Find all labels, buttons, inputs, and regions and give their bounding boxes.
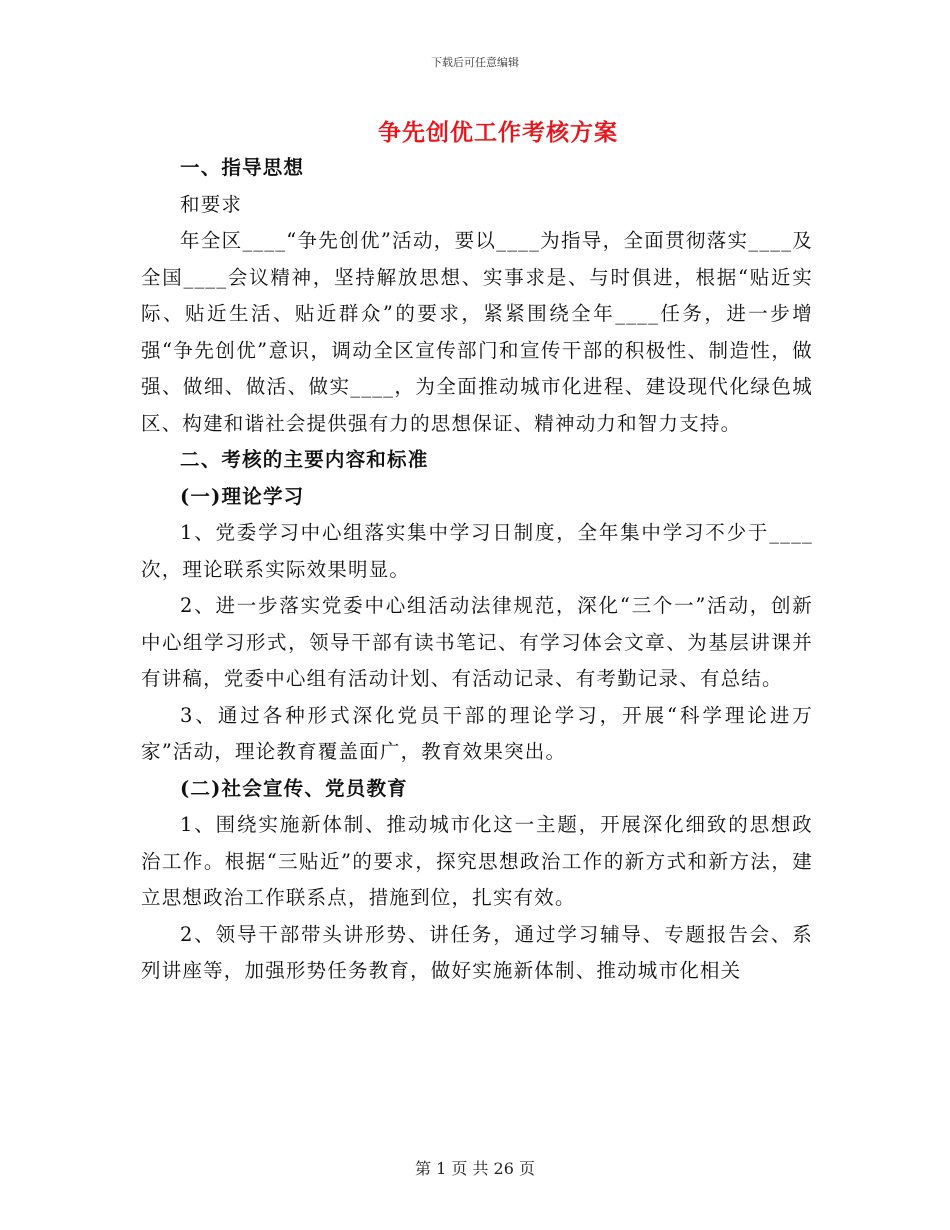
paragraph: 2、进一步落实党委中心组活动法律规范，深化“三个一”活动，创新中心组学习形式，领导干部有读书笔记、有学习体会文章、为基层讲课并有讲稿，党委中心组有活动计划、有活动记录、有考勤记录、有总结。 [141, 594, 813, 690]
paragraph: 3、通过各种形式深化党员干部的理论学习，开展“科学理论进万家”活动，理论教育覆盖面广，教育效果突出。 [141, 703, 813, 763]
subsection-heading-theory-study: (一)理论学习 [180, 484, 305, 508]
page-number: 第 1 页 共 26 页 [415, 1159, 535, 1178]
paragraph: 年全区____“争先创优”活动，要以____为指导，全面贯彻落实____及全国____会议精神，坚持解放思想、实事求是、与时俱进，根据“贴近实际、贴近生活、贴近群众”的要求，紧紧围绕全年____任务，进一步增强“争先创优”意识，调动全区宣传部门和宣传干部的积极性、制造性，做强、做细、做活、做实____，为全面推动城市化进程、建设现代化绿色城区、构建和谐社会提供强有力的思想保证、精神动力和智力支持。 [141, 229, 813, 435]
subsection-heading-social-publicity: (二)社会宣传、党员教育 [180, 776, 408, 800]
section-heading-guiding-ideology: 一、指导思想 [180, 156, 305, 179]
section-heading-assessment-content: 二、考核的主要内容和标准 [180, 448, 429, 471]
document-title: 争先创优工作考核方案 [378, 119, 618, 146]
paragraph: 2、领导干部带头讲形势、讲任务，通过学习辅导、专题报告会、系列讲座等，加强形势任务教育，做好实施新体制、推动城市化相关 [141, 922, 813, 982]
paragraph: 和要求 [180, 192, 243, 216]
header-note: 下载后可任意编辑 [431, 56, 519, 69]
document-body [141, 150, 813, 990]
paragraph: 1、党委学习中心组落实集中学习日制度，全年集中学习不少于____次，理论联系实际效果明显。 [141, 521, 813, 581]
paragraph: 1、围绕实施新体制、推动城市化这一主题，开展深化细致的思想政治工作。根据“三贴近”的要求，探究思想政治工作的新方式和新方法，建立思想政治工作联系点，措施到位，扎实有效。 [141, 813, 813, 909]
